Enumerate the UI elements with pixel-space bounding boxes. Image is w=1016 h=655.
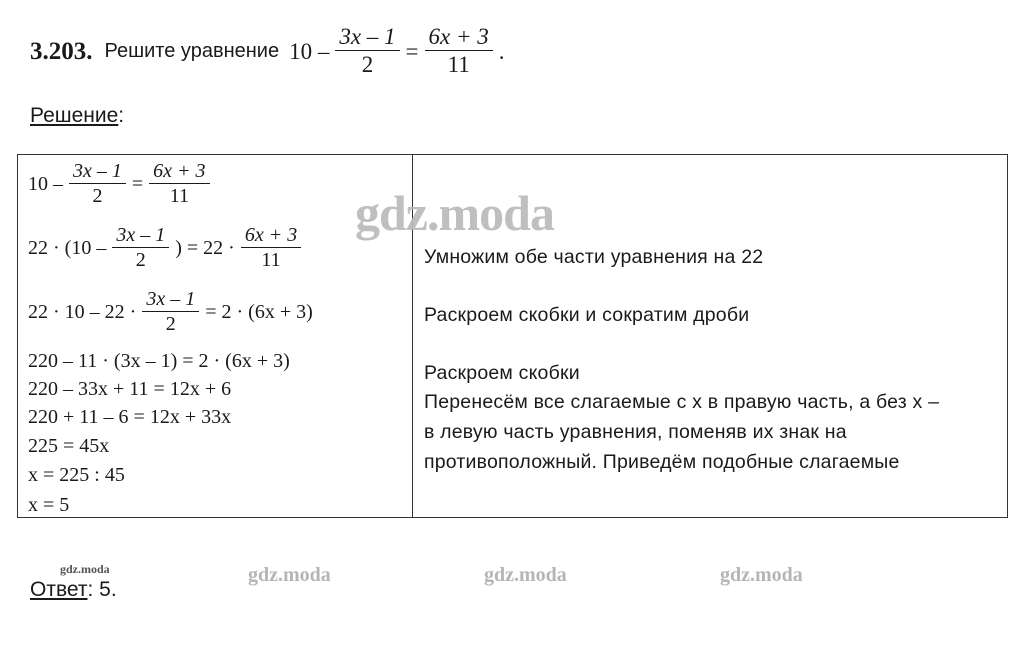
equation-lhs-prefix: 10 – xyxy=(289,38,330,64)
fraction-denominator: 11 xyxy=(447,52,470,78)
fraction-numerator: 6x + 3 xyxy=(153,160,206,182)
explanation-4: Перенесём все слагаемые с x в правую часть, а без x – xyxy=(424,391,940,413)
solution-label: Решение xyxy=(30,104,119,127)
step-fraction xyxy=(149,160,209,208)
fraction-denominator: 11 xyxy=(169,185,189,207)
watermark-2: gdz.moda xyxy=(484,564,567,586)
fraction-denominator: 2 xyxy=(135,249,146,271)
step-fraction xyxy=(112,224,169,272)
step-fraction xyxy=(241,224,301,272)
explanation-2: Раскроем скобки и сократим дроби xyxy=(424,304,750,326)
step-3 xyxy=(28,288,313,336)
problem-number: 3.203. xyxy=(30,37,93,65)
fraction-denominator: 11 xyxy=(261,249,281,271)
explanation-5: в левую часть уравнения, поменяв их знак на xyxy=(424,421,847,443)
step-8: x = 225 : 45 xyxy=(28,464,125,486)
watermark-main: gdz.moda xyxy=(355,185,554,241)
fraction-denominator: 2 xyxy=(165,313,176,335)
step-fraction xyxy=(142,288,199,336)
answer-label: Ответ xyxy=(30,578,88,601)
fraction-numerator: 3x – 1 xyxy=(116,224,166,246)
fraction-numerator: 3x – 1 xyxy=(339,24,396,49)
equation-lhs-fraction xyxy=(335,24,399,79)
solution-colon: : xyxy=(118,104,125,127)
step-6: 220 + 11 – 6 = 12x + 33x xyxy=(28,406,232,428)
step-fraction xyxy=(69,160,126,208)
answer xyxy=(30,578,117,602)
explanation-1: Умножим обе части уравнения на 22 xyxy=(424,246,764,268)
explanation-6: противоположный. Приведём подобные слагаемые xyxy=(424,451,900,473)
equation-end: . xyxy=(498,38,505,64)
fraction-denominator: 2 xyxy=(361,52,374,78)
answer-value: : 5. xyxy=(87,578,117,601)
fraction-numerator: 6x + 3 xyxy=(244,224,298,246)
step-9: x = 5 xyxy=(28,494,70,516)
equation-rhs-fraction xyxy=(425,24,493,79)
step-text: 22 · 10 – 22 · xyxy=(28,300,137,323)
watermark-small: gdz.moda xyxy=(60,562,110,576)
step-text: 10 – xyxy=(28,172,63,195)
step-4: 220 – 11 · (3x – 1) = 2 · (6x + 3) xyxy=(28,350,290,372)
equals-sign: = xyxy=(405,38,419,64)
step-text: = xyxy=(131,172,144,195)
fraction-numerator: 3x – 1 xyxy=(73,160,122,182)
step-2 xyxy=(28,224,307,272)
watermark-1: gdz.moda xyxy=(248,564,331,586)
step-1 xyxy=(28,160,216,208)
problem-text: Решите уравнение xyxy=(104,40,280,63)
fraction-numerator: 3x – 1 xyxy=(146,288,196,310)
step-7: 225 = 45x xyxy=(28,435,110,457)
step-text: 22 · (10 – xyxy=(28,236,107,259)
watermark-3: gdz.moda xyxy=(720,564,803,586)
solution-heading xyxy=(30,104,124,128)
step-text: ) = 22 · xyxy=(175,236,235,259)
step-text: = 2 · (6x + 3) xyxy=(205,300,313,323)
fraction-numerator: 6x + 3 xyxy=(428,24,489,49)
step-5: 220 – 33x + 11 = 12x + 6 xyxy=(28,378,232,400)
problem-statement xyxy=(30,24,505,79)
explanation-3: Раскроем скобки xyxy=(424,362,580,384)
fraction-denominator: 2 xyxy=(92,185,103,207)
